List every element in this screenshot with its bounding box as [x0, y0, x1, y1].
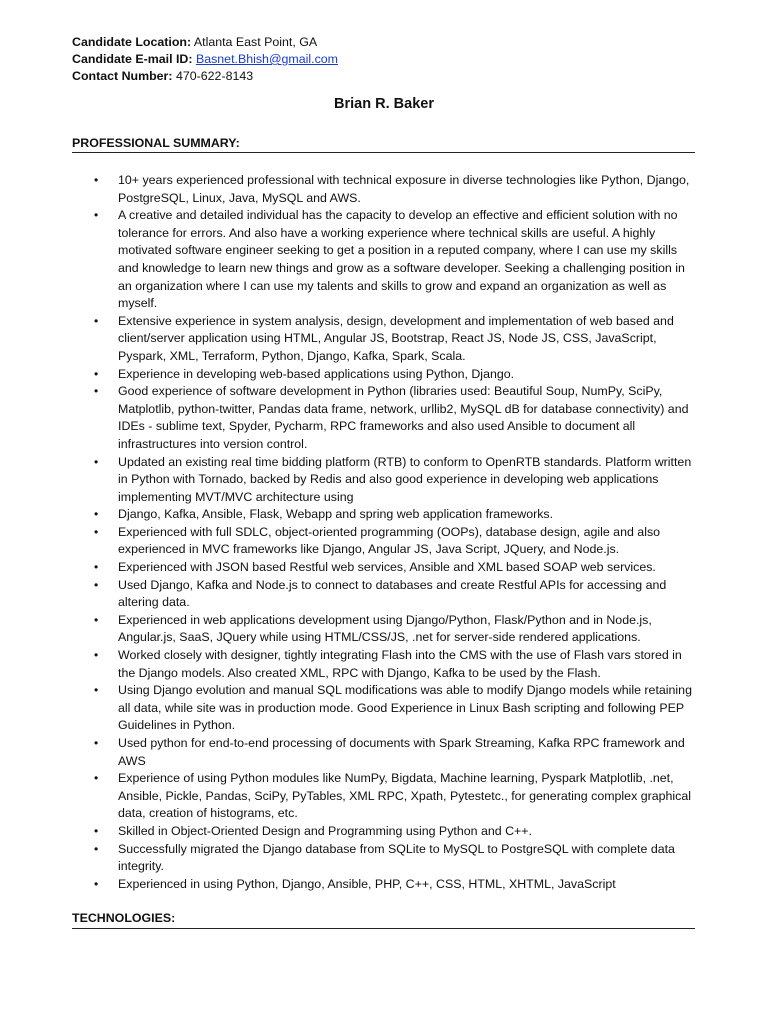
summary-item-text: Experienced with full SDLC, object-oriented programming (OOPs), database design, agile and also experienced in MVC frameworks like Django, Angular JS, Java Script, JQuery, and Node.js. [118, 524, 661, 557]
bullet-icon: • [94, 612, 99, 627]
bullet-icon: • [94, 507, 99, 522]
summary-divider [72, 152, 695, 153]
email-row [72, 51, 338, 68]
bullet-icon: • [94, 366, 99, 381]
summary-item-text: Worked closely with designer, tightly integrating Flash into the CMS with the use of Flash vars stored in the Django models. Also created XML, RPC with Django, Kafka to be used by the Flash. [118, 648, 682, 680]
summary-item [72, 682, 696, 735]
bullet-icon: • [94, 384, 99, 399]
bullet-icon: • [94, 313, 99, 328]
summary-item-text: A creative and detailed individual has the capacity to develop an effective and efficient solution with no tolerance for errors. And also have a working experience where technical skills are useful. A highly motivated software engineer seeking to get a position in a reputed company, where I can use my skills and knowledge to learn new things and grow as a software developer. Seeking a challenging position in an organization where I can use my talents and skills to grow and expand an organization as well as myself. [118, 208, 685, 311]
contact-block [72, 34, 338, 85]
summary-item [72, 559, 696, 577]
technologies-heading: TECHNOLOGIES: [72, 911, 176, 925]
location-label: Candidate Location: [72, 35, 192, 49]
technologies-divider [72, 928, 695, 929]
email-label: Candidate E-mail ID: [72, 52, 193, 66]
summary-item [72, 506, 696, 524]
summary-item-text: Experienced with JSON based Restful web services, Ansible and XML based SOAP web services. [118, 560, 656, 575]
candidate-name: Brian R. Baker [334, 96, 434, 112]
summary-item [72, 172, 696, 207]
summary-item [72, 876, 696, 894]
bullet-icon: • [94, 560, 99, 575]
summary-item-text: Using Django evolution and manual SQL modifications was able to modify Django models while retaining all data, while site was in production mode. Good Experience in Linux Bash scripting and following PEP Guidelines in Python. [118, 683, 692, 733]
bullet-icon: • [94, 736, 99, 750]
summary-item [72, 770, 696, 823]
phone-row [72, 68, 338, 85]
summary-heading: PROFESSIONAL SUMMARY: [72, 136, 240, 150]
summary-item-text: Updated an existing real time bidding platform (RTB) to conform to OpenRTB standards. Platform written in Python with Tornado, backed by Redis and also good experience in developing web applications implementing MVT/MVC architecture using [118, 454, 692, 504]
summary-item [72, 823, 696, 841]
summary-item-text: Experience in developing web-based applications using Python, Django. [118, 366, 515, 381]
summary-item-text: Experience of using Python modules like NumPy, Bigdata, Machine learning, Pyspark Matplotlib, .net, Ansible, Pickle, Pandas, SciPy, PyTables, XML RPC, Xpath, Pytestetc., for generating complex graphical data, creation of histograms, etc. [118, 771, 691, 821]
location-row [72, 34, 338, 51]
location-value: Atlanta East Point, GA [193, 35, 318, 49]
bullet-icon: • [94, 841, 99, 856]
summary-item [72, 612, 696, 647]
summary-item [72, 207, 696, 313]
summary-item [72, 313, 696, 366]
bullet-icon: • [94, 876, 99, 891]
summary-item-text: Used Django, Kafka and Node.js to connect to databases and create Restful APIs for accessing and altering data. [118, 577, 667, 610]
bullet-icon: • [94, 683, 99, 698]
summary-item-text: Skilled in Object-Oriented Design and Programming using Python and C++. [118, 823, 532, 838]
summary-item [72, 454, 696, 507]
bullet-icon: • [94, 173, 99, 187]
bullet-icon: • [94, 648, 99, 663]
phone-value: 470-622-8143 [175, 69, 254, 83]
email-link[interactable]: Basnet.Bhish@gmail.com [195, 52, 338, 66]
bullet-icon: • [94, 771, 99, 786]
bullet-icon: • [94, 454, 99, 469]
summary-item [72, 841, 696, 876]
summary-item [72, 524, 696, 559]
summary-item [72, 735, 696, 770]
summary-item-text: Experienced in web applications development using Django/Python, Flask/Python and in Node.js, Angular.js, SaaS, JQuery while using HTML/CSS/JS, .net for server-side rendered applications. [118, 612, 652, 645]
bullet-icon: • [94, 577, 99, 592]
summary-item-text: 10+ years experienced professional with technical exposure in diverse technologies like Python, Django, PostgreSQL, Linux, Java, MySQL and AWS. [118, 173, 690, 205]
bullet-icon: • [94, 823, 99, 838]
bullet-icon: • [94, 524, 99, 539]
summary-item [72, 577, 696, 612]
summary-list [72, 172, 696, 893]
summary-item-text: Django, Kafka, Ansible, Flask, Webapp and spring web application frameworks. [118, 507, 554, 522]
summary-item [72, 383, 696, 453]
summary-item-text: Extensive experience in system analysis, design, development and implementation of web based and client/server application using HTML, Angular JS, Bootstrap, React JS, Node JS, CSS, JavaScript, Pyspark, XML, Terraform, Python, Django, Kafka, Spark, Scala. [118, 313, 674, 363]
summary-item-text: Successfully migrated the Django database from SQLite to MySQL to PostgreSQL with complete data integrity. [118, 841, 675, 874]
summary-item-text: Experienced in using Python, Django, Ansible, PHP, C++, CSS, HTML, XHTML, JavaScript [118, 876, 616, 891]
summary-item-text: Used python for end-to-end processing of documents with Spark Streaming, Kafka RPC framework and AWS [118, 736, 685, 768]
summary-item [72, 366, 696, 384]
summary-item-text: Good experience of software development in Python (libraries used: Beautiful Soup, NumPy, SciPy, Matplotlib, python-twitter, Pandas data frame, network, urllib2, MySQL dB for database connectivity) and IDEs - sublime text, Spyder, Pycharm, RPC frameworks and also used Ansible to document all infrastructures into version control. [118, 384, 689, 451]
bullet-icon: • [94, 208, 99, 223]
summary-item [72, 647, 696, 682]
phone-label: Contact Number: [72, 69, 173, 83]
